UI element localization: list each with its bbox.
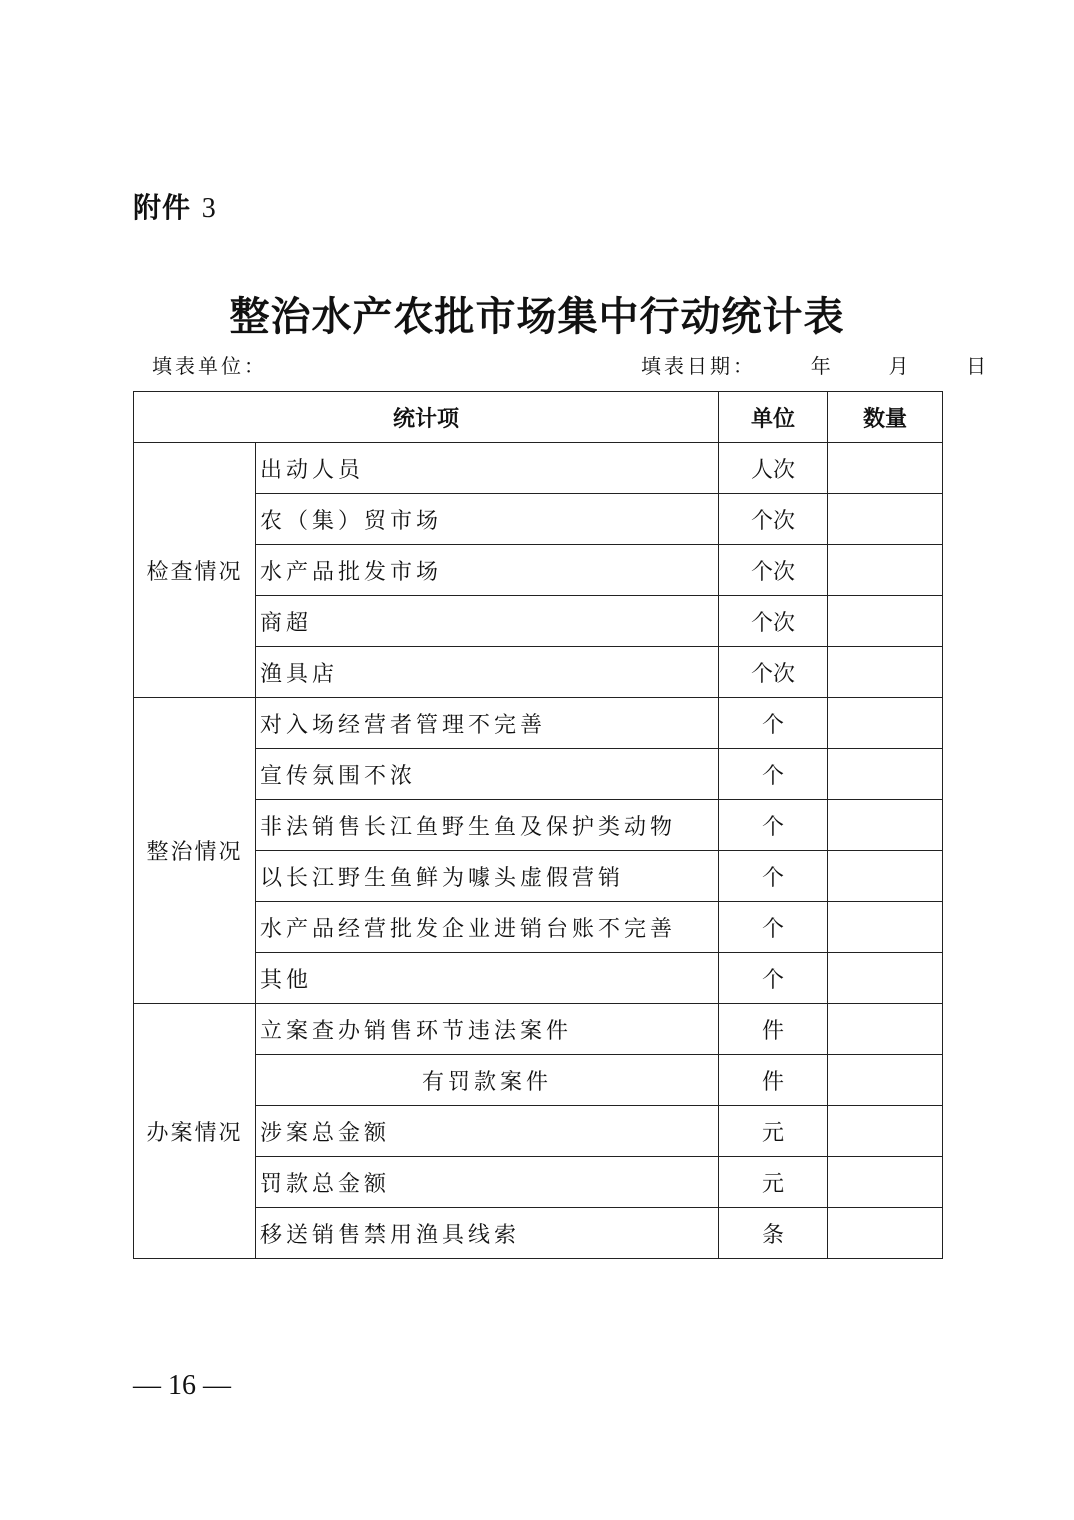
- row-qty-cell[interactable]: [828, 443, 943, 494]
- row-unit: 个: [719, 749, 828, 800]
- fill-month: 月: [888, 354, 912, 378]
- row-unit: 个: [719, 953, 828, 1004]
- table-row: [134, 851, 943, 902]
- row-qty-cell[interactable]: [828, 698, 943, 749]
- row-qty-cell[interactable]: [828, 596, 943, 647]
- fill-year: 年: [810, 354, 834, 378]
- row-unit: 个: [719, 902, 828, 953]
- row-item: 有罚款案件: [256, 1055, 719, 1106]
- row-item: 水产品批发市场: [256, 545, 719, 596]
- row-qty-cell[interactable]: [828, 1208, 943, 1259]
- row-item: 罚款总金额: [256, 1157, 719, 1208]
- row-qty-cell[interactable]: [828, 1004, 943, 1055]
- row-item: 渔具店: [256, 647, 719, 698]
- table-row: [134, 1157, 943, 1208]
- table-row: [134, 545, 943, 596]
- table-row: [134, 443, 943, 494]
- table-row: [134, 1055, 943, 1106]
- table-row: [134, 647, 943, 698]
- fill-day: 日: [966, 354, 990, 378]
- header-item: 统计项: [134, 392, 719, 443]
- row-qty-cell[interactable]: [828, 1157, 943, 1208]
- row-item: 宣传氛围不浓: [256, 749, 719, 800]
- row-unit: 条: [719, 1208, 828, 1259]
- row-item: 非法销售长江鱼野生鱼及保护类动物: [256, 800, 719, 851]
- row-item: 其他: [256, 953, 719, 1004]
- row-unit: 个次: [719, 647, 828, 698]
- row-item: 立案查办销售环节违法案件: [256, 1004, 719, 1055]
- table-row: [134, 749, 943, 800]
- page-title: 整治水产农批市场集中行动统计表: [229, 293, 845, 340]
- row-unit: 个: [719, 851, 828, 902]
- table-row: [134, 902, 943, 953]
- row-item: 水产品经营批发企业进销台账不完善: [256, 902, 719, 953]
- header-qty: 数量: [828, 392, 943, 443]
- row-qty-cell[interactable]: [828, 545, 943, 596]
- page-number: — 16 —: [133, 1370, 231, 1401]
- table-row: [134, 596, 943, 647]
- row-unit: 个次: [719, 545, 828, 596]
- row-unit: 件: [719, 1055, 828, 1106]
- row-unit: 人次: [719, 443, 828, 494]
- row-qty-cell[interactable]: [828, 953, 943, 1004]
- row-item: 涉案总金额: [256, 1106, 719, 1157]
- row-unit: 元: [719, 1157, 828, 1208]
- category-case-handling: 办案情况: [134, 1004, 256, 1259]
- table-row: [134, 1004, 943, 1055]
- row-unit: 个: [719, 698, 828, 749]
- row-qty-cell[interactable]: [828, 800, 943, 851]
- row-qty-cell[interactable]: [828, 494, 943, 545]
- row-item: 移送销售禁用渔具线索: [256, 1208, 719, 1259]
- table-row: [134, 953, 943, 1004]
- row-unit: 个次: [719, 596, 828, 647]
- table-row: [134, 698, 943, 749]
- category-rectification: 整治情况: [134, 698, 256, 1004]
- row-unit: 元: [719, 1106, 828, 1157]
- table-row: [134, 1106, 943, 1157]
- fill-date-row: [641, 350, 989, 379]
- table-row: [134, 1208, 943, 1259]
- row-unit: 个: [719, 800, 828, 851]
- row-item: 出动人员: [256, 443, 719, 494]
- attachment-number: 3: [201, 193, 217, 224]
- row-qty-cell[interactable]: [828, 1055, 943, 1106]
- row-qty-cell[interactable]: [828, 851, 943, 902]
- row-qty-cell[interactable]: [828, 1106, 943, 1157]
- row-qty-cell[interactable]: [828, 902, 943, 953]
- fill-date-label: 填表日期：: [641, 354, 756, 378]
- attachment-text: 附件: [133, 191, 192, 224]
- table-header-row: [134, 392, 943, 443]
- table-row: [134, 800, 943, 851]
- category-inspection: 检查情况: [134, 443, 256, 698]
- row-unit: 个次: [719, 494, 828, 545]
- row-unit: 件: [719, 1004, 828, 1055]
- header-unit: 单位: [719, 392, 828, 443]
- row-qty-cell[interactable]: [828, 647, 943, 698]
- fill-unit-label: 填表单位：: [152, 354, 267, 378]
- statistics-table: [133, 391, 943, 1259]
- row-qty-cell[interactable]: [828, 749, 943, 800]
- row-item: 商超: [256, 596, 719, 647]
- attachment-label: [133, 186, 217, 226]
- row-item: 农（集）贸市场: [256, 494, 719, 545]
- row-item: 对入场经营者管理不完善: [256, 698, 719, 749]
- table-row: [134, 494, 943, 545]
- row-item: 以长江野生鱼鲜为噱头虚假营销: [256, 851, 719, 902]
